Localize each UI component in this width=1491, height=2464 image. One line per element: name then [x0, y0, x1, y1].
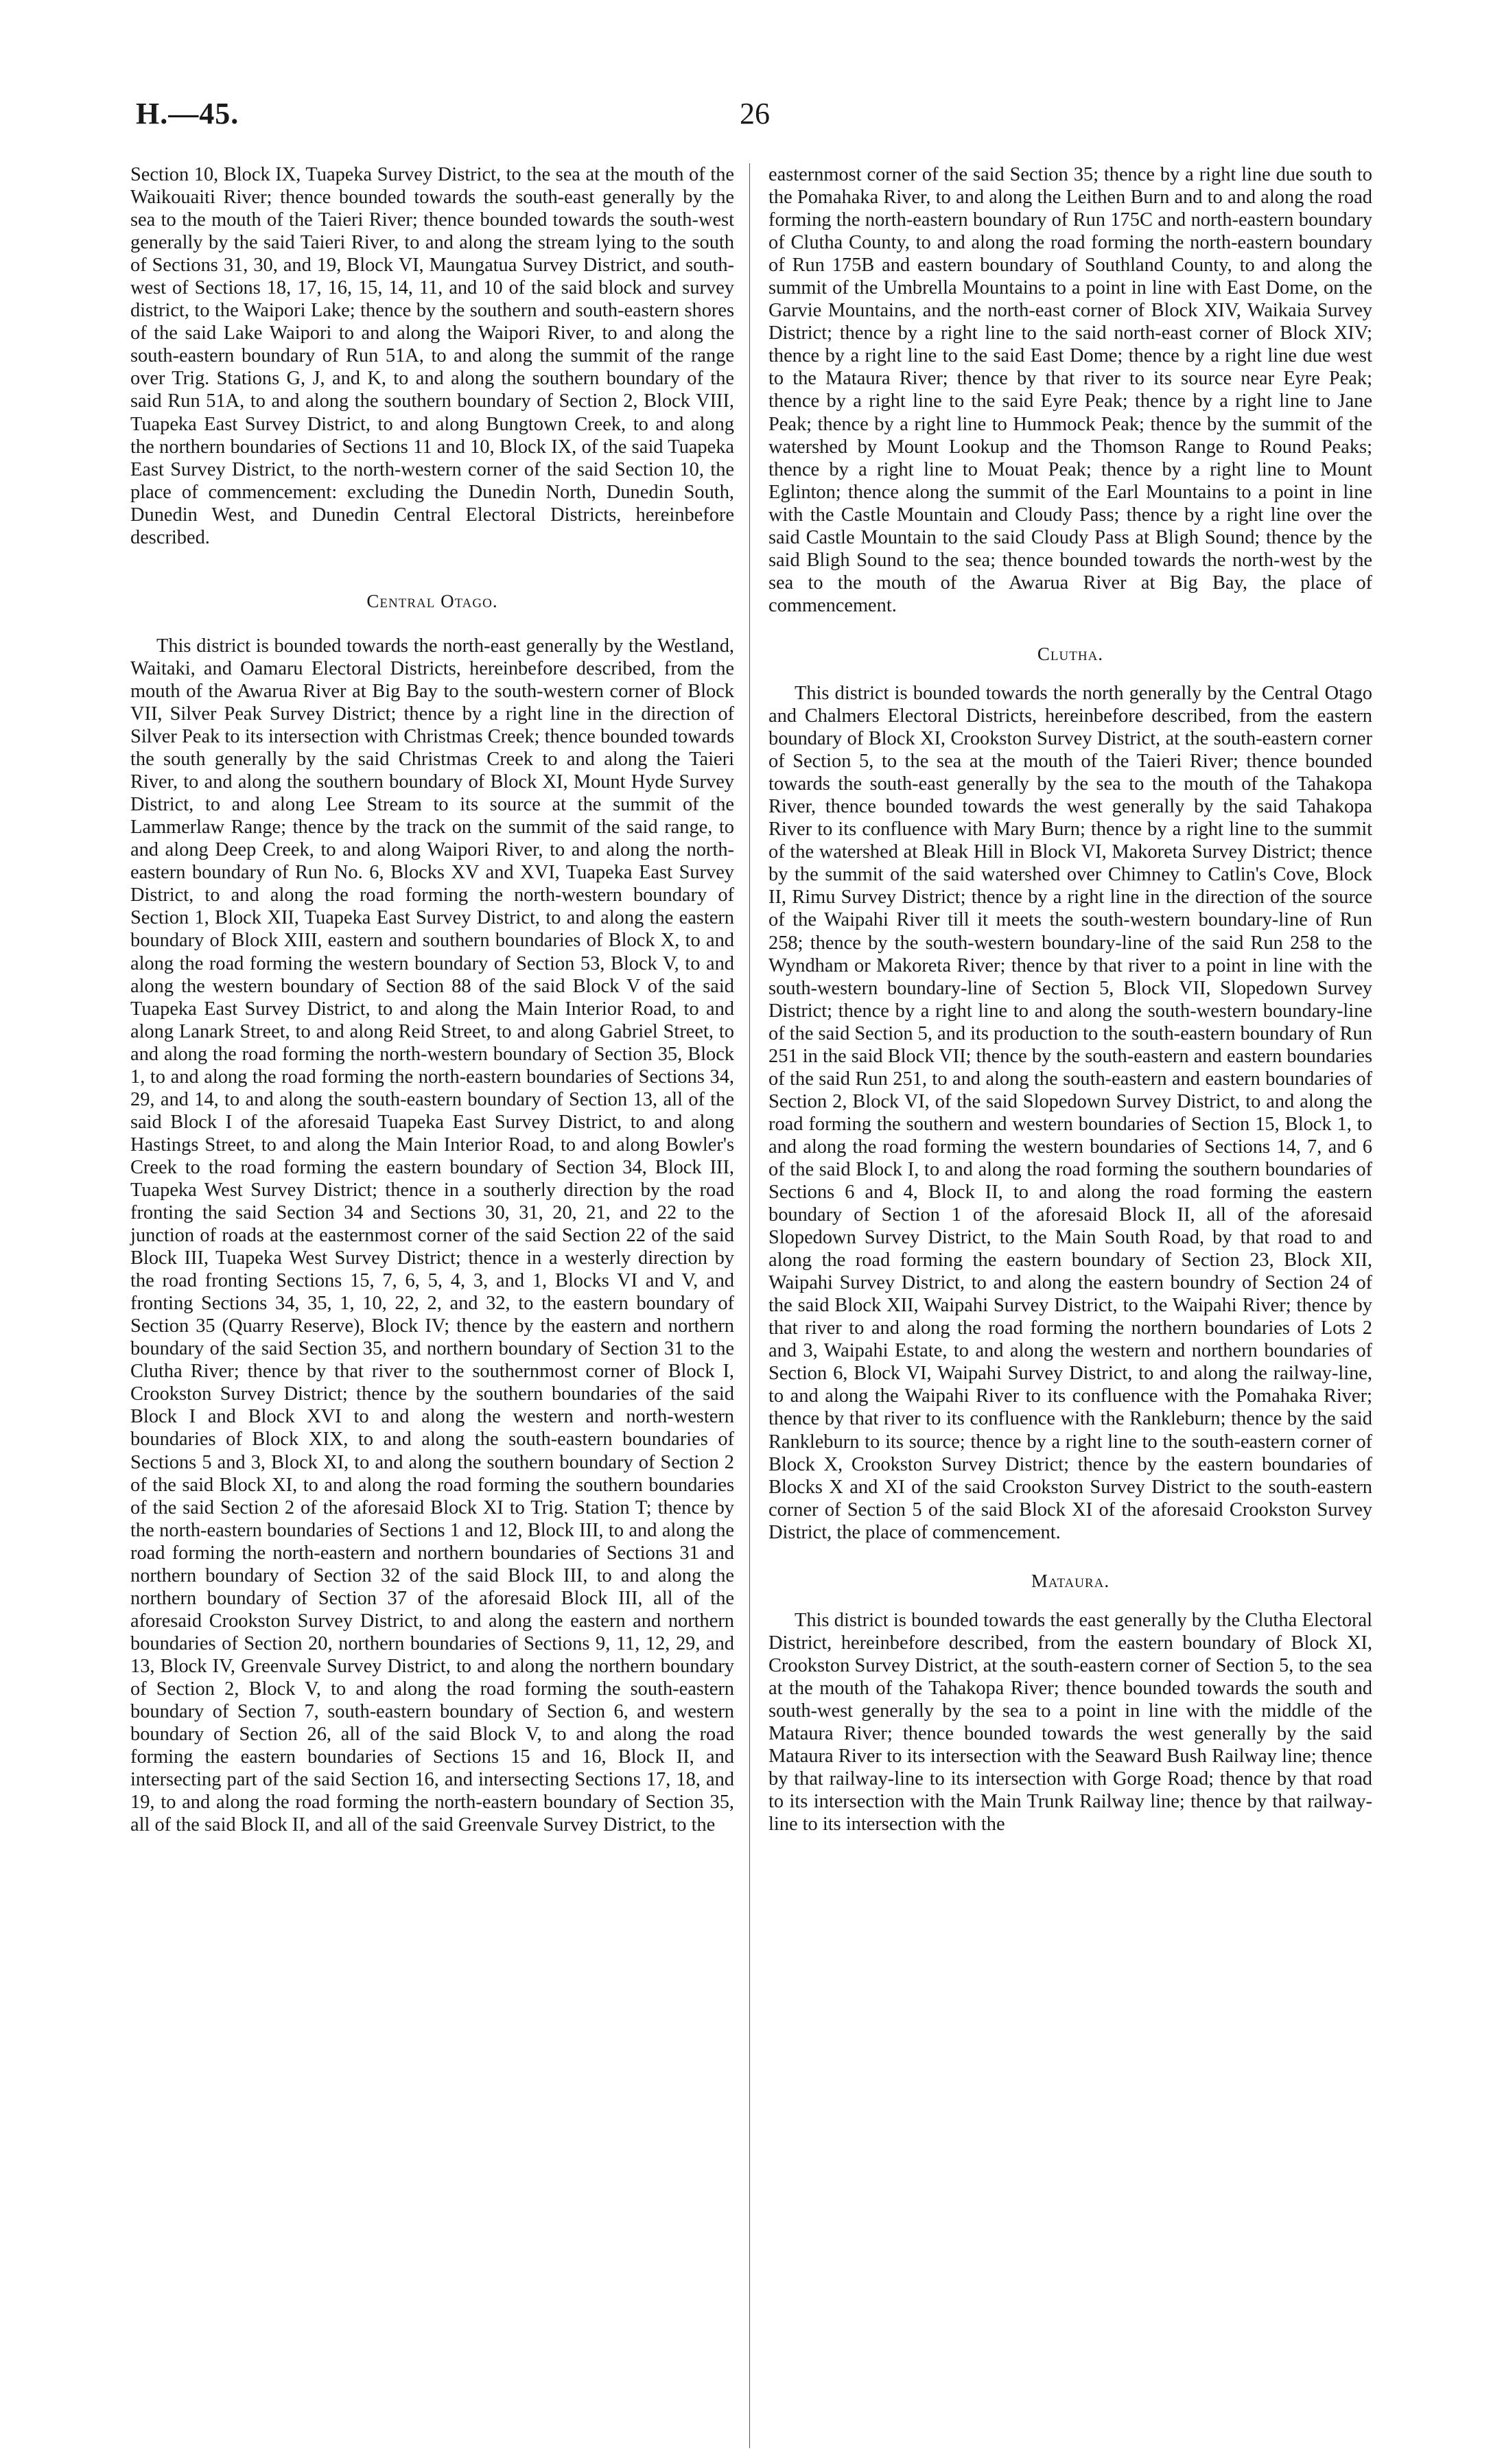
right-column	[768, 163, 1372, 1835]
paragraph-continuation-left: Section 10, Block IX, Tuapeka Survey District, to the sea at the mouth of the Waikouaiti River; thence bounded towards the south-east generally by the sea to the mouth of the Taieri River; thence bounded towards the south-west generally by the said Taieri River, to and along the stream lying to the south of Sections 31, 30, and 19, Block VI, Maungatua Survey District, and south-west of Sections 18, 17, 16, 15, 14, 11, and 10 of the said block and survey district, to the Waipori Lake; thence by the southern and south-eastern shores of the said Lake Waipori to and along the Waipori River, to and along the south-eastern boundary of Run 51A, to and along the summit of the range over Trig. Stations G, J, and K, to and along the southern boundary of the said Run 51A, to and along the southern boundary of Section 2, Block VIII, Tuapeka East Survey District, to and along Bungtown Creek, to and along the northern boundaries of Sections 11 and 10, Block IX, of the said Tuapeka East Survey District, to the north-western corner of the said Section 10, the place of commencement: excluding the Dunedin North, Dunedin South, Dunedin West, and Dunedin Central Electoral Districts, hereinbefore described.	[130, 164, 734, 548]
paragraph-clutha: This district is bounded towards the north generally by the Central Otago and Chalmers Electoral Districts, hereinbefore described, from the eastern boundary of Block XI, Crookston Survey District, at the south-eastern corner of Section 5, to the sea at the mouth of the Taieri River; thence bounded towards the south-east generally by the sea to the mouth of the Tahakopa River, thence bounded towards the west generally by the said Tahakopa River to its confluence with Mary Burn; thence by a right line to the summit of the watershed at Bleak Hill in Block VI, Makoreta Survey District; thence by the summit of the said watershed over Chimney to Catlin's Cove, Block II, Rimu Survey District; thence by a right line in the direction of the source of the Waipahi River till it meets the south-western boundary-line of Run 258; thence by the south-western boundary-line of the said Run 258 to the Wyndham or Makoreta River; thence by that river to a point in line with the south-western boundary-line of Section 5, Block VII, Slopedown Survey District; thence by a right line to and along the south-western boundary-line of the said Section 5, and its production to the south-eastern boundary of Run 251 in the said Block VII; thence by the south-eastern and eastern boundaries of the said Run 251, to and along the south-eastern and eastern boundaries of Section 2, Block VI, of the said Slopedown Survey District, to and along the road forming the southern and western boundaries of Section 15, Block 1, to and along the road forming the western boundaries of Sections 14, 7, and 6 of the said Block I, to and along the road forming the southern boundaries of Sections 6 and 4, Block II, to and along the road forming the eastern boundary of Section 1 of the aforesaid Block II, all of the aforesaid Slopedown Survey District, to the Main South Road, by that road to and along the road forming the eastern boundary of Section 23, Block XII, Waipahi Survey District, to and along the eastern boundry of Section 24 of the said Block XII, Waipahi Survey District, to the Waipahi River; thence by that river to and along the road forming the northern boundaries of Lots 2 and 3, Waipahi Estate, to and along the western and northern boundaries of Section 6, Block VI, Waipahi Survey District, to and along the railway-line, to and along the Waipahi River to its confluence with the Pomahaka River; thence by that river to its confluence with the Rankleburn; thence by the said Rankleburn to its source; thence by a right line to the south-eastern corner of Block X, Crookston Survey District; thence by the eastern boundaries of Blocks X and XI of the said Crookston Survey District to the south-eastern corner of Section 5 of the said Block XI of the aforesaid Crookston Survey District, the place of commencement.	[768, 682, 1372, 1543]
heading-central-otago: Central Otago.	[366, 590, 498, 611]
heading-clutha: Clutha.	[1037, 643, 1104, 664]
report-number: H.—45.	[136, 97, 239, 130]
page-number: 26	[740, 97, 770, 130]
paragraph-mataura: This district is bounded towards the east generally by the Clutha Electoral District, hereinbefore described, from the eastern boundary of Block XI, Crookston Survey District, at the south-eastern corner of Section 5, to the sea at the mouth of the Tahakopa River; thence bounded towards the south and south-west generally by the sea to a point in line with the middle of the Mataura River; thence bounded towards the west generally by the said Mataura River to its intersection with the Seaward Bush Railway line; thence by that railway-line to its intersection with Gorge Road; thence by that road to its intersection with the Main Trunk Railway line; thence by that railway-line to its intersection with the	[768, 1609, 1372, 1835]
column-divider	[749, 163, 750, 2448]
paragraph-central-otago: This district is bounded towards the north-east generally by the Westland, Waitaki, and Oamaru Electoral Districts, hereinbefore described, from the mouth of the Awarua River at Big Bay to the south-western corner of Block VII, Silver Peak Survey District; thence by a right line in the direction of Silver Peak to its intersection with Christmas Creek; thence bounded towards the south generally by the said Christmas Creek to and along the Taieri River, to and along the southern boundary of Block XI, Mount Hyde Survey District, to and along Lee Stream to its source at the summit of the Lammerlaw Range; thence by the track on the summit of the said range, to and along Deep Creek, to and along Waipori River, to and along the north-eastern boundary of Run No. 6, Blocks XV and XVI, Tuapeka East Survey District, to and along the road forming the north-western boundary of Section 1, Block XII, Tuapeka East Survey District, to and along the eastern boundary of Block XIII, eastern and southern boundaries of Block X, to and along the road forming the western boundary of Section 53, Block V, to and along the western boundary of Section 88 of the said Block V of the said Tuapeka East Survey District, to and along the Main Interior Road, to and along Lanark Street, to and along Reid Street, to and along Gabriel Street, to and along the road forming the north-western boundary of Section 35, Block 1, to and along the road forming the north-eastern boundaries of Sections 34, 29, and 14, to and along the south-eastern boundary of Section 13, all of the said Block I of the aforesaid Tuapeka East Survey District, to and along Hastings Street, to and along the Main Interior Road, to and along Bowler's Creek to the road forming the eastern boundary of Section 34, Block III, Tuapeka West Survey District; thence in a southerly direction by the road fronting the said Section 34 and Sections 30, 31, 20, 21, and 22 to the junction of roads at the easternmost corner of the said Section 22 of the said Block III, Tuapeka West Survey District; thence in a westerly direction by the road fronting Sections 15, 7, 6, 5, 4, 3, and 1, Blocks VI and V, and fronting Sections 34, 35, 1, 10, 22, 2, and 32, to the eastern boundary of Section 35 (Quarry Reserve), Block IV; thence by the eastern and northern boundary of the said Section 35, and northern boundary of Section 31 to the Clutha River; thence by that river to the southernmost corner of Block I, Crookston Survey District; thence by the southern boundaries of the said Block I and Block XVI to and along the western and north-western boundaries of Block XIX, to and along the south-eastern boundaries of Sections 5 and 3, Block XI, to and along the southern boundary of Section 2 of the said Block XI, to and along the road forming the southern boundaries of the said Section 2 of the aforesaid Block XI to Trig. Station T; thence by the north-eastern boundaries of Sections 1 and 12, Block III, to and along the road forming the north-eastern and northern boundaries of Sections 31 and northern boundary of Section 32 of the said Block III, to and along the northern boundary of Section 37 of the aforesaid Block III, all of the aforesaid Crookston Survey District, to and along the eastern and northern boundaries of Section 20, northern boundaries of Sections 9, 11, 12, 29, and 13, Block IV, Greenvale Survey District, to and along the northern boundary of Section 2, Block V, to and along the road forming the south-eastern boundary of Section 7, south-eastern boundary of Section 6, and western boundary of Section 26, all of the said Block V, to and along the road forming the eastern boundaries of Sections 15 and 16, Block II, and intersecting part of the said Section 16, and intersecting Sections 17, 18, and 19, to and along the road forming the north-eastern boundary of Section 35, all of the said Block II, and all of the said Greenvale Survey District, to the	[130, 635, 734, 1836]
heading-mataura: Mataura.	[1031, 1570, 1110, 1591]
paragraph-continuation-right: easternmost corner of the said Section 35; thence by a right line due south to the Pomahaka River, to and along the Leithen Burn and to and along the road forming the north-eastern boundary of Run 175C and north-eastern boundary of Clutha County, to and along the road forming the north-eastern boundary of Run 175B and eastern boundary of Southland County, to and along the summit of the Umbrella Mountains to a point in line with East Dome, on the Garvie Mountains, and the north-east corner of Block XIV, Waikaia Survey District; thence by a right line to the said north-east corner of Block XIV; thence by a right line to the said East Dome; thence by a right line due west to the Mataura River; thence by that river to its source near Eyre Peak; thence by a right line to the said Eyre Peak; thence by a right line to Jane Peak; thence by a right line to Hummock Peak; thence by the summit of the watershed by Mount Lookup and the Thomson Range to Round Peaks; thence by a right line to Mouat Peak; thence by a right line to Mount Eglinton; thence along the summit of the Earl Mountains to a point in line with the Castle Mountain and Cloudy Pass; thence by a right line over the said Castle Mountain to the said Cloudy Pass at Bligh Sound; thence by the said Bligh Sound to the sea; thence bounded towards the north-west by the sea to the mouth of the Awarua River at Big Bay, the place of commencement.	[768, 164, 1372, 616]
left-column	[130, 163, 734, 1836]
